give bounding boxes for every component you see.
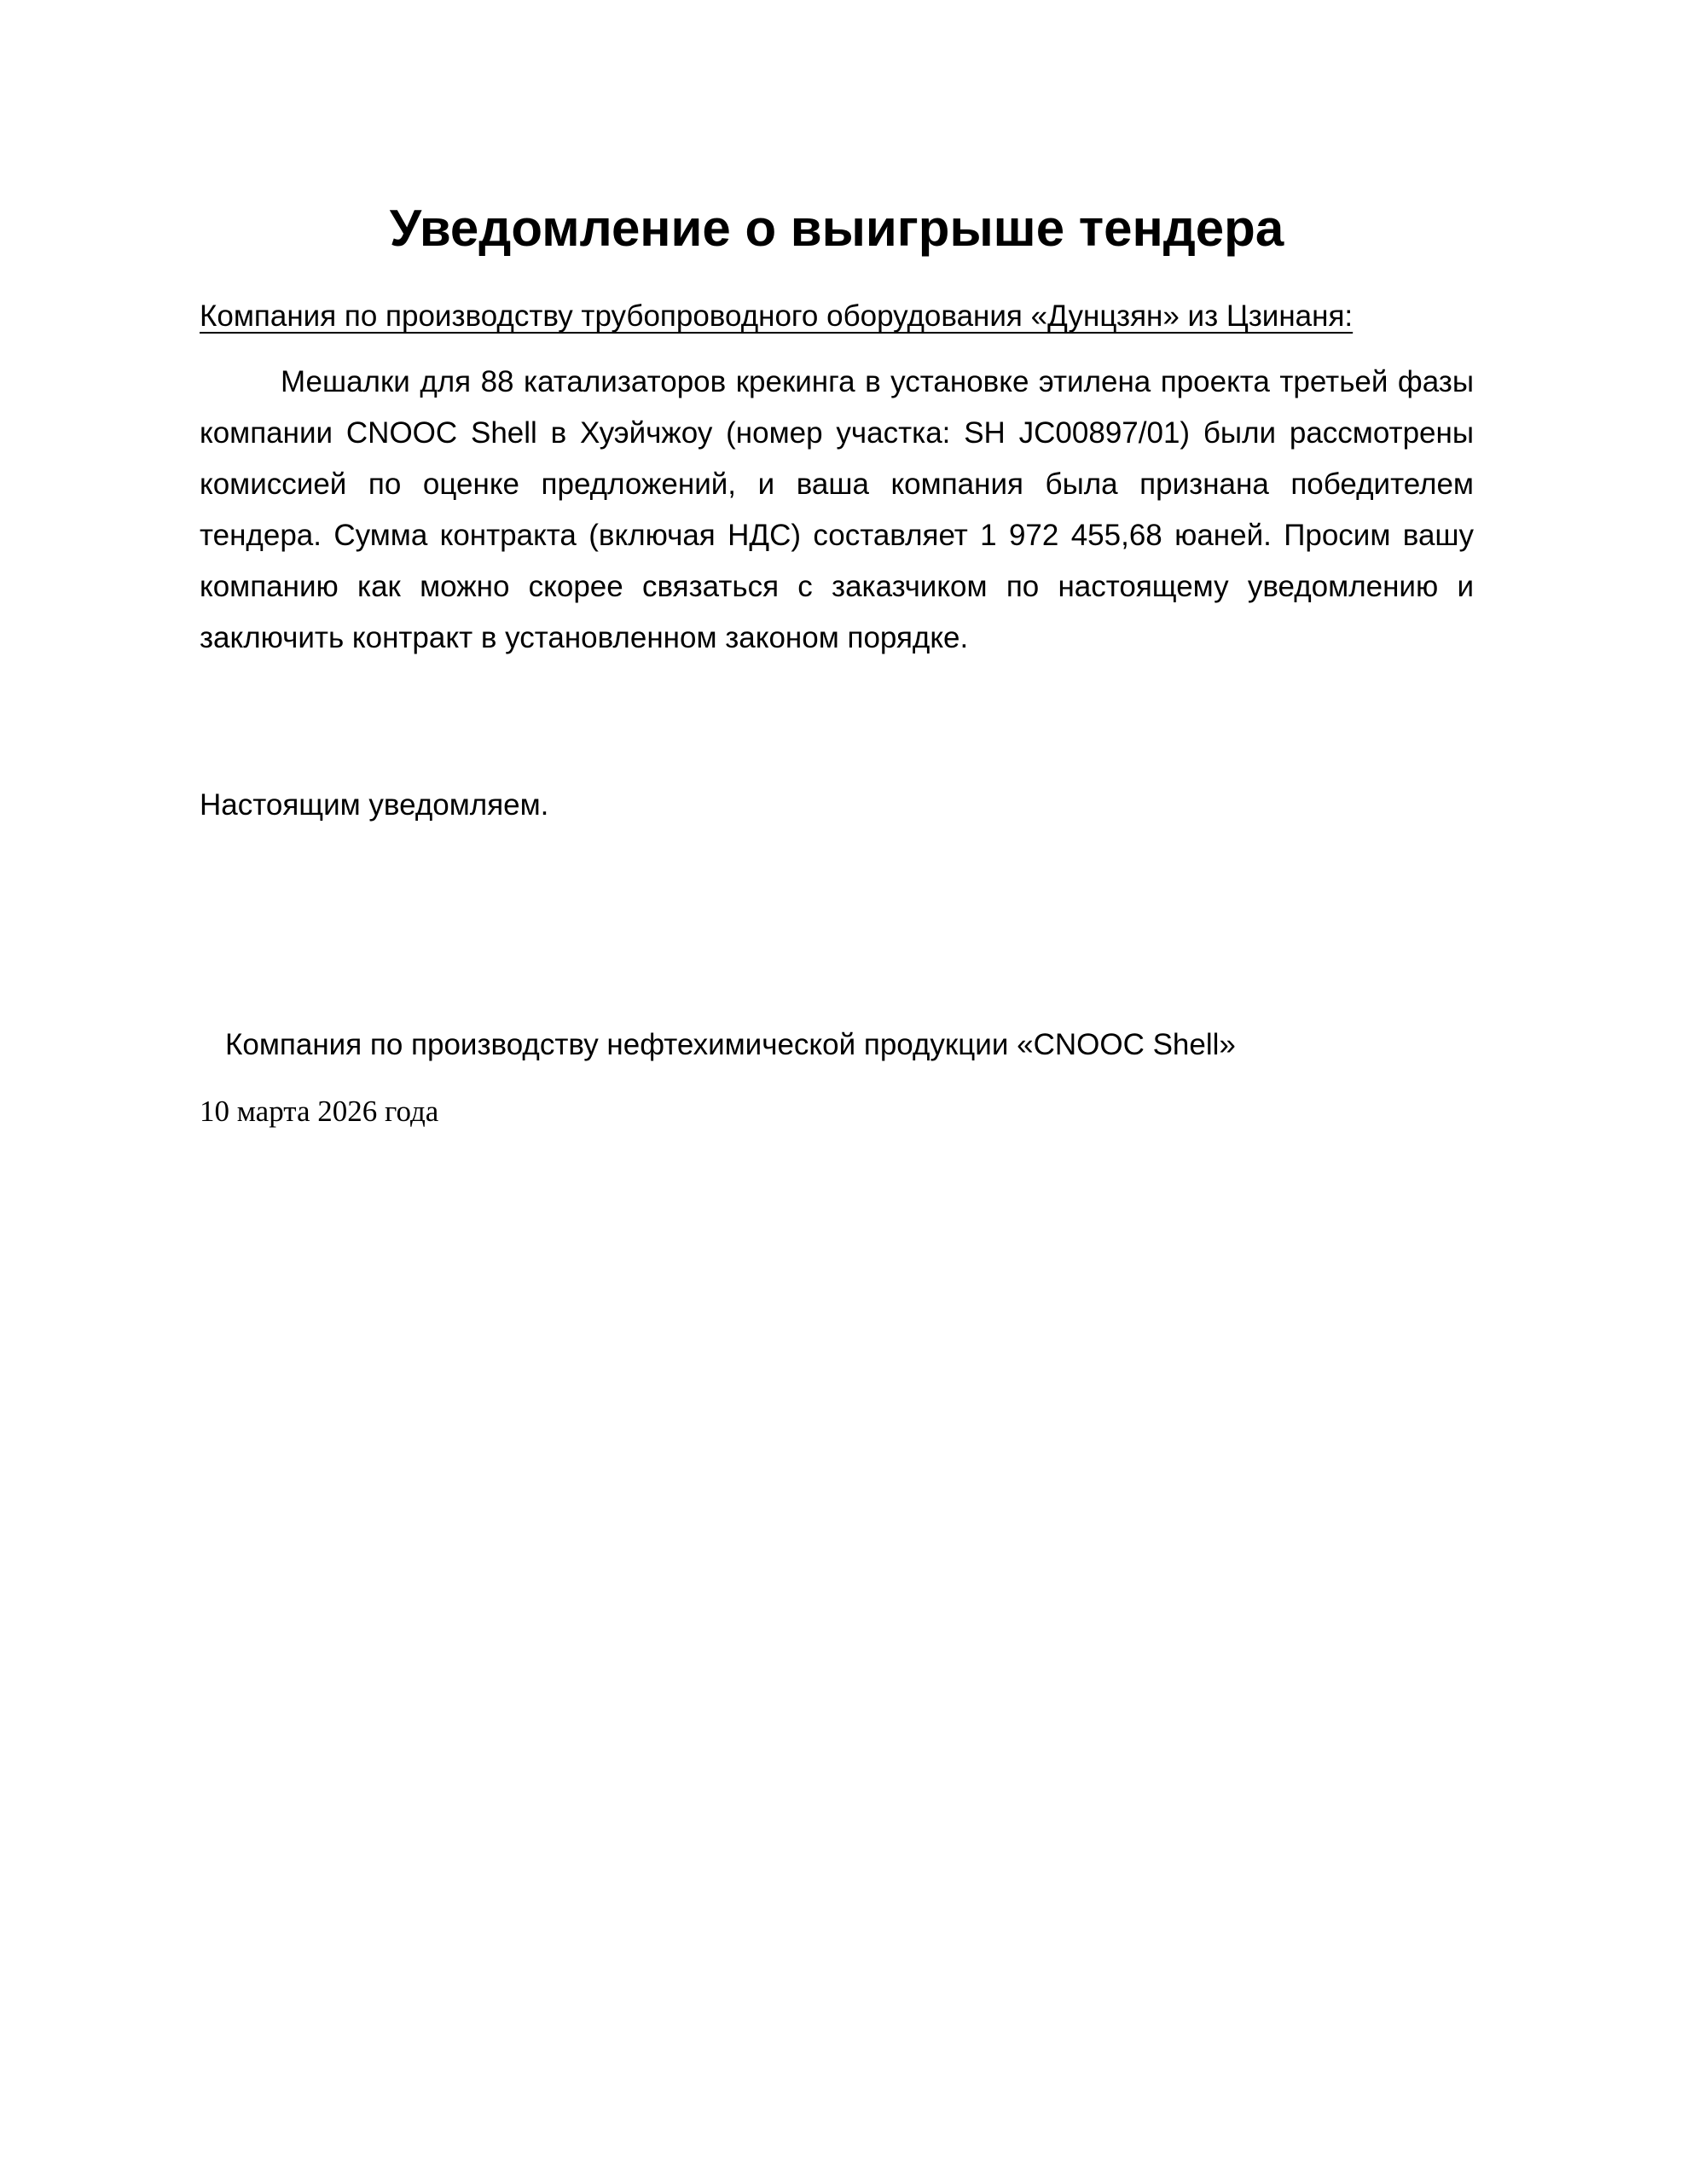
addressee-text: Компания по производству трубопроводного оборудования «Дунцзян» из Цзинаня: <box>200 299 1354 333</box>
document-content <box>200 0 1474 1137</box>
signature-date: 10 марта 2026 года <box>200 1095 439 1128</box>
signature-organization: Компания по производству нефтехимической продукции «CNOOC Shell» <box>225 1028 1236 1061</box>
page-title: Уведомление о выигрыше тендера <box>389 200 1284 257</box>
closing-line: Настоящим уведомляем. <box>200 788 549 822</box>
body-paragraph: Мешалки для 88 катализаторов крекинга в установке этилена проекта третьей фазы компании CNOOC Shell в Хуэйчжоу (номер участка: SH JC00897/01) были рассмотрены комиссией по оценке предложений, и ваша компания была признана победителем тендера. Сумма контракта (включая НДС) составляет 1 972 455,68 юаней. Просим вашу компанию как можно скорее связаться с заказчиком по настоящему уведомлению и заключить контракт в установленном законом порядке. <box>200 365 1474 654</box>
addressee-line <box>200 258 1474 337</box>
